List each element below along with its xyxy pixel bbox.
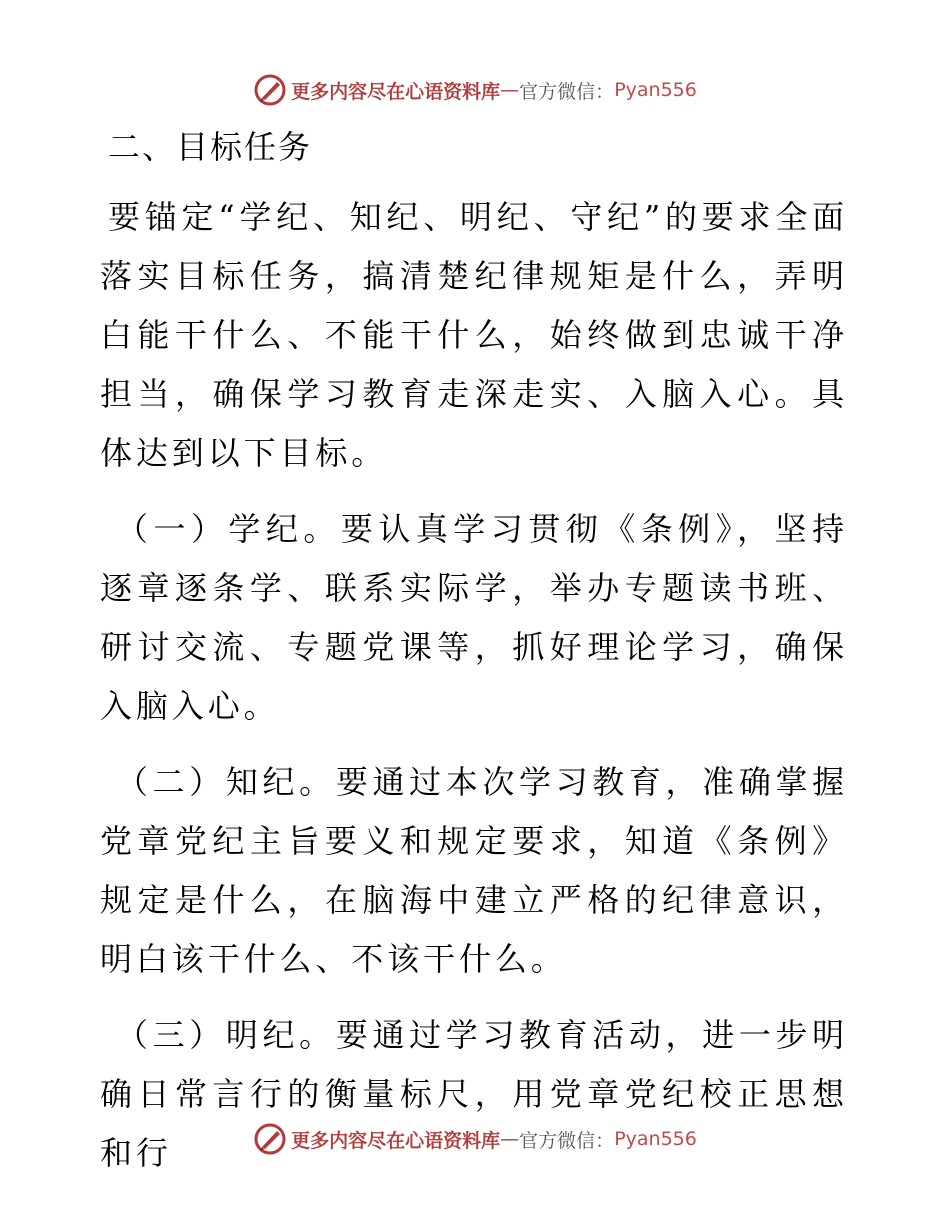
- watermark-wechat-id: Pyan556: [614, 79, 697, 101]
- section-heading: 二、目标任务: [108, 128, 313, 166]
- footer-watermark: [0, 1117, 950, 1161]
- header-watermark: [0, 68, 950, 112]
- watermark-main-text: 更多内容尽在心语资料库: [291, 1129, 501, 1152]
- paragraph-intro: 要锚定“学纪、知纪、明纪、守纪”的要求全面落实目标任务，搞清楚纪律规矩是什么，弄明白能干什么、不能干什么，始终做到忠诚干净担当，确保学习教育走深走实、入脑入心。具体达到以下目标。: [100, 198, 848, 472]
- paragraph-xueji: （一）学纪。要认真学习贯彻《条例》，坚持逐章逐条学、联系实际学，举办专题读书班、研讨交流、专题党课等，抓好理论学习，确保入脑入心。: [100, 510, 848, 725]
- document-body: [100, 118, 848, 1200]
- quill-pen-icon: [253, 1122, 287, 1156]
- watermark-wechat-label: 官方微信：: [519, 80, 615, 103]
- quill-pen-icon: [253, 73, 287, 107]
- paragraph-zhiji: （二）知纪。要通过本次学习教育，准确掌握党章党纪主旨要义和规定要求，知道《条例》规定是什么，在脑海中建立严格的纪律意识，明白该干什么、不该干什么。: [100, 763, 848, 978]
- watermark-wechat-id: Pyan556: [614, 1128, 697, 1150]
- watermark-dash: —: [500, 1128, 520, 1150]
- watermark-wechat-label: 官方微信：: [519, 1129, 615, 1152]
- paragraph-mingji: （三）明纪。要通过学习教育活动，进一步明确日常言行的衡量标尺，用党章党纪校正思想和行: [100, 1016, 848, 1172]
- watermark-dash: —: [500, 79, 520, 101]
- watermark-main-text: 更多内容尽在心语资料库: [291, 80, 501, 103]
